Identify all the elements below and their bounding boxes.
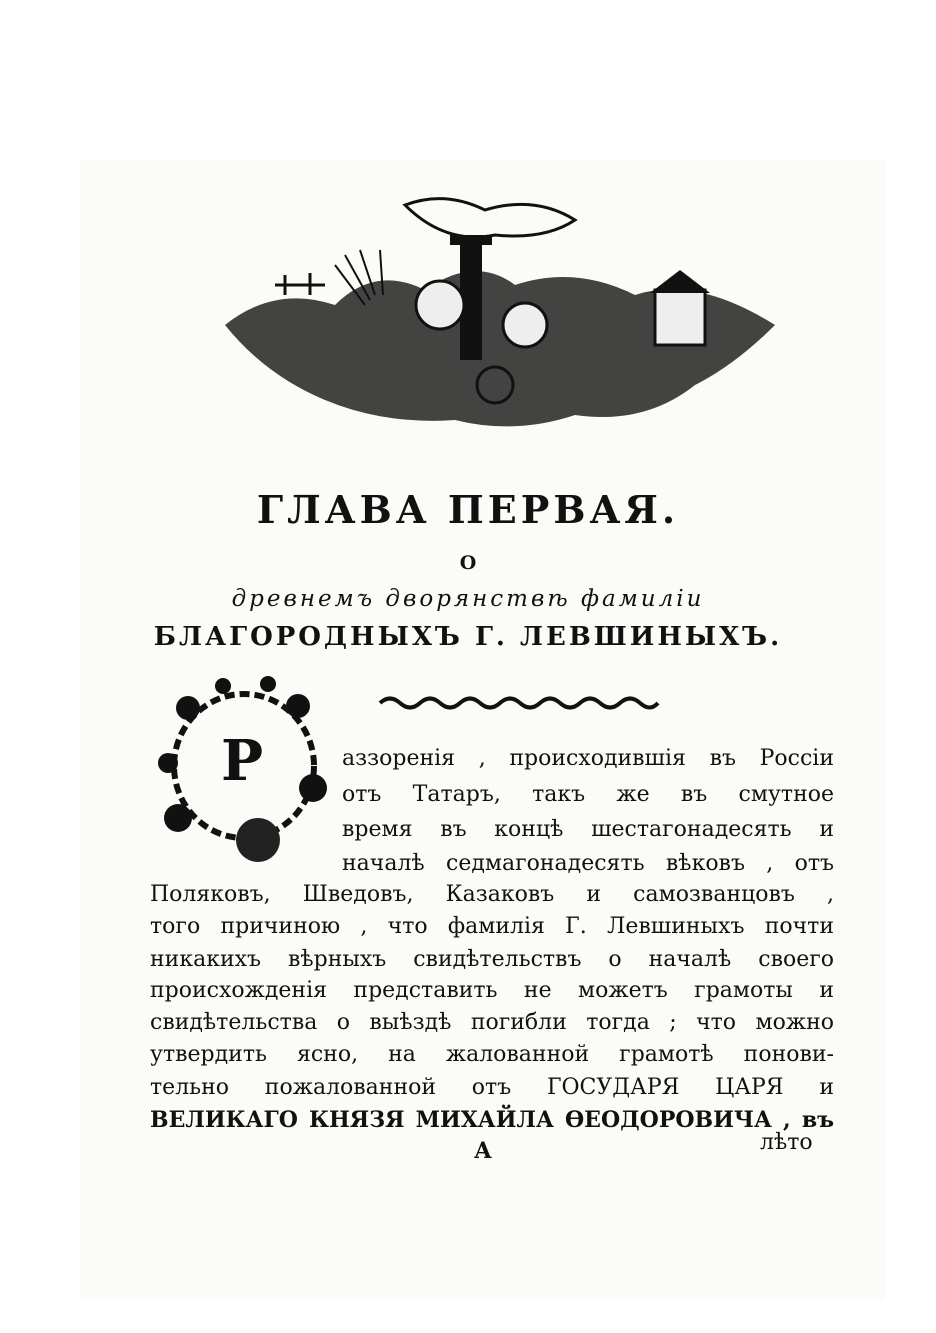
chapter-subtitle-italic: древнемъ дворянствѣ фамиліи xyxy=(231,586,705,612)
ornamental-divider xyxy=(378,694,660,712)
text-line-3: время въ концѣ шестагонадесять и xyxy=(342,817,834,842)
text-line-1: аззоренія , происходившія въ Россіи xyxy=(342,746,834,771)
chapter-subtitle-bold: БЛАГОРОДНЫХЪ Г. ЛЕВШИНЫХЪ. xyxy=(153,622,783,652)
text-line-7: никакихъ вѣрныхъ свидѣтельствъ о началѣ своего xyxy=(150,947,834,972)
catchword: лѣто xyxy=(760,1130,813,1155)
text-line-2: отъ Татаръ, такъ же въ смутное xyxy=(342,782,834,807)
preposition-line: О xyxy=(459,552,477,574)
text-line-12: ВЕЛИКАГО КНЯЗЯ МИХАЙЛА ѲЕОДОРОВИЧА , въ xyxy=(150,1107,834,1133)
text-line-4: началѣ седмагонадесять вѣковъ , отъ xyxy=(342,851,834,876)
signature-mark: А xyxy=(474,1138,492,1164)
text-line-11: тельно пожалованной отъ ГОСУДАРЯ ЦАРЯ и xyxy=(150,1075,834,1100)
text-line-9: свидѣтельства о выѣздѣ погибли тогда ; что можно xyxy=(150,1010,834,1035)
engraved-vignette xyxy=(215,195,785,440)
text-line-8: происхожденія представить не можетъ грамоты и xyxy=(150,978,834,1003)
text-line-6: того причиною , что фамилія Г. Левшиныхъ почти xyxy=(150,914,834,939)
text-line-10: утвердить ясно, на жалованной грамотѣ понови- xyxy=(150,1042,834,1067)
text-line-5: Поляковъ, Шведовъ, Казаковъ и самозванцовъ , xyxy=(150,882,834,907)
drop-cap-letter: Р xyxy=(220,728,264,794)
chapter-title: ГЛАВА ПЕРВАЯ. xyxy=(256,487,680,532)
